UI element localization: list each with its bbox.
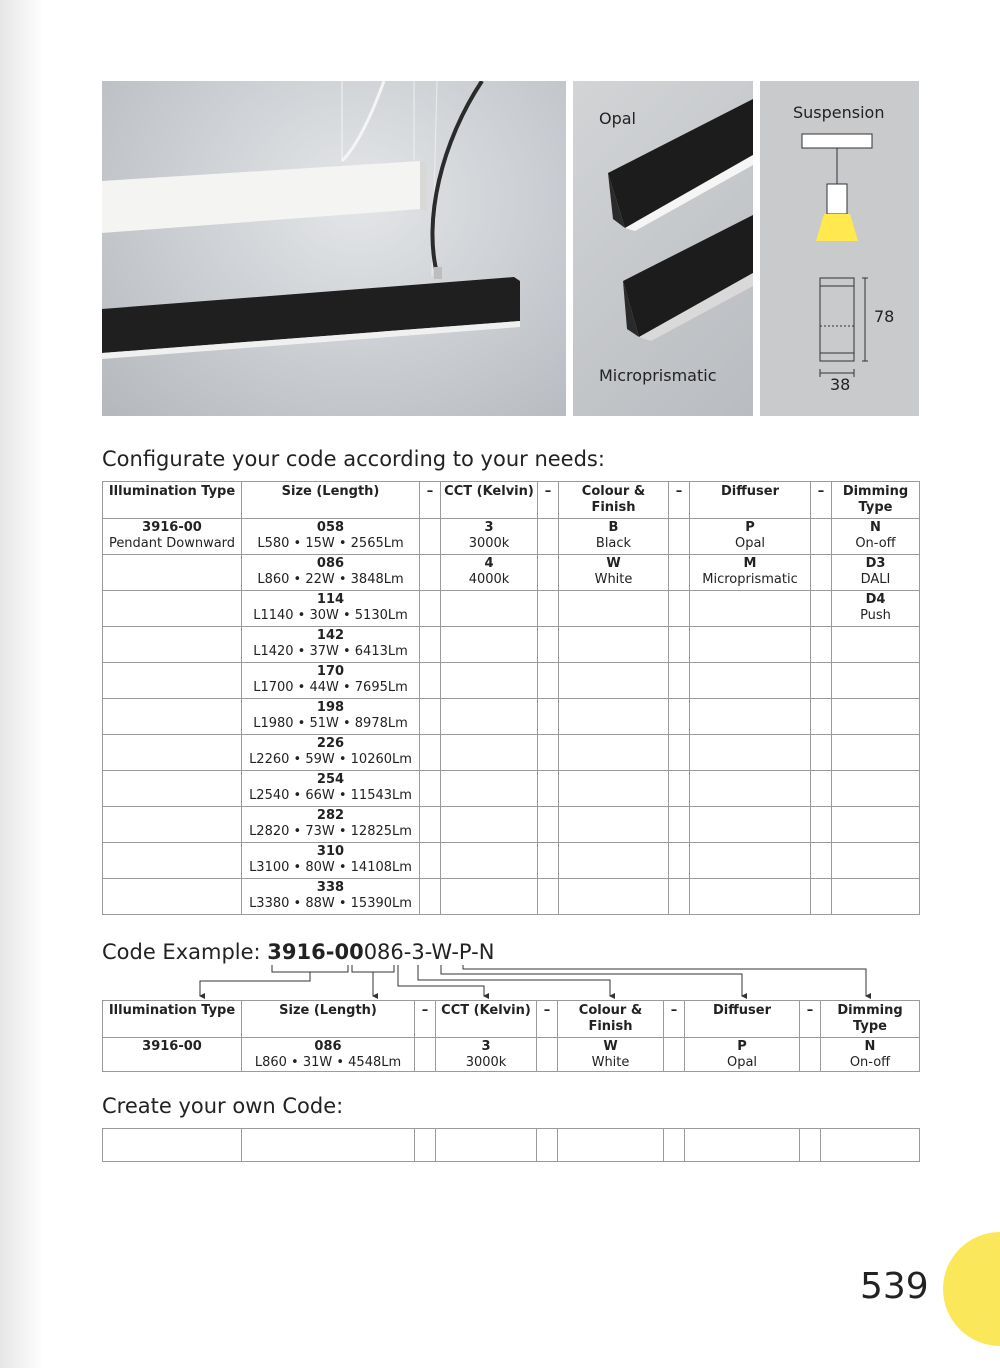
dimming-cell (832, 591, 920, 627)
size-cell (242, 699, 420, 735)
suspension-label: Suspension (793, 103, 885, 122)
size-cell-code: 338 (316, 880, 345, 895)
table-row (103, 879, 920, 915)
diffuser-header: Diffuser (685, 1001, 800, 1038)
dimming-type-header: Dimming Type (832, 482, 920, 519)
diffuser-cell (690, 699, 811, 735)
own-colour-cell[interactable] (558, 1129, 664, 1162)
size-cell (242, 555, 420, 591)
illumination-cell (103, 591, 242, 627)
product-photo (102, 81, 566, 416)
size-cell (242, 735, 420, 771)
separator-header: – (537, 1001, 558, 1038)
illumination-type-header: Illumination Type (103, 482, 242, 519)
colour-cell-description: Black (595, 536, 632, 551)
cct-cell-description: 3000k (468, 536, 510, 551)
separator-cell (811, 591, 832, 627)
create-own-code-table[interactable] (102, 1128, 920, 1162)
size-cell-description: L3380 • 88W • 15390Lm (249, 896, 412, 911)
diffuser-cell-description: Microprismatic (702, 572, 798, 587)
separator-cell (669, 807, 690, 843)
cct-cell (441, 843, 538, 879)
page-edge-shade (0, 0, 44, 1368)
separator-cell (420, 807, 441, 843)
separator-cell (811, 843, 832, 879)
cct-cell-code: 3 (484, 520, 494, 535)
separator-cell (664, 1038, 685, 1072)
size-cell-description: L860 • 22W • 3848Lm (257, 572, 404, 587)
colour-cell-code: W (603, 1039, 618, 1054)
table-row (103, 807, 920, 843)
diffuser-cell-description: Opal (726, 1055, 758, 1070)
dimming-cell (832, 843, 920, 879)
page-number-badge (943, 1232, 1000, 1346)
colour-cell (559, 699, 669, 735)
colour-cell (559, 735, 669, 771)
size-cell-description: L860 • 31W • 4548Lm (254, 1055, 402, 1070)
size-cell-description: L2260 • 59W • 10260Lm (249, 752, 412, 767)
dimming-cell (832, 519, 920, 555)
illumination-cell (103, 699, 242, 735)
size-cell-code: 086 (314, 1039, 342, 1054)
size-cell-code: 170 (316, 664, 345, 679)
separator-cell (669, 843, 690, 879)
colour-cell (559, 879, 669, 915)
cct-header: CCT (Kelvin) (441, 482, 538, 519)
diffuser-cell (690, 555, 811, 591)
cct-cell-code: 3 (481, 1039, 491, 1054)
table-row (103, 735, 920, 771)
separator-cell (415, 1038, 436, 1072)
size-cell-description: L1420 • 37W • 6413Lm (253, 644, 408, 659)
illumination-cell-code: 3916-00 (142, 1039, 202, 1054)
size-cell-description: L1700 • 44W • 7695Lm (253, 680, 408, 695)
size-cell-code: 142 (316, 628, 345, 643)
size-cell-code: 282 (316, 808, 345, 823)
separator-header: – (669, 482, 690, 519)
separator-cell (538, 807, 559, 843)
illumination-type-header: Illumination Type (103, 1001, 242, 1038)
separator-cell (537, 1038, 558, 1072)
separator-cell (420, 843, 441, 879)
dimming-cell-code: N (870, 520, 881, 535)
colour-cell (559, 519, 669, 555)
dimming-cell-code: N (864, 1039, 876, 1054)
suspension-diagram (760, 81, 919, 416)
diffuser-header: Diffuser (690, 482, 811, 519)
separator-cell (538, 555, 559, 591)
diffuser-cell (690, 771, 811, 807)
illumination-cell (103, 735, 242, 771)
own-separator-cell (537, 1129, 558, 1162)
table-row (103, 771, 920, 807)
separator-cell (420, 663, 441, 699)
dimming-cell (832, 555, 920, 591)
diffuser-cell-code: M (743, 556, 757, 571)
illumination-cell (103, 519, 242, 555)
separator-cell (669, 519, 690, 555)
diffuser-cell (690, 807, 811, 843)
table-row (103, 627, 920, 663)
colour-cell (559, 843, 669, 879)
diffuser-cell (690, 663, 811, 699)
size-cell-description: L2540 • 66W • 11543Lm (249, 788, 412, 803)
illumination-cell-description: Pendant Downward (108, 536, 236, 551)
cct-cell (441, 555, 538, 591)
page-number: 539 (860, 1266, 929, 1307)
separator-cell (800, 1038, 821, 1072)
separator-cell (669, 735, 690, 771)
size-cell (242, 807, 420, 843)
dimming-cell-description: DALI (860, 572, 891, 587)
pendant-lights-illustration (102, 81, 566, 416)
table-row (103, 843, 920, 879)
own-cct-cell[interactable] (436, 1129, 537, 1162)
table-row (103, 1038, 920, 1072)
colour-cell-code: B (608, 520, 619, 535)
size-cell-code: 198 (316, 700, 345, 715)
diffuser-cell (690, 843, 811, 879)
separator-cell (420, 735, 441, 771)
separator-cell (811, 807, 832, 843)
illumination-cell (103, 1038, 242, 1072)
size-cell-description: L3100 • 80W • 14108Lm (249, 860, 412, 875)
dimming-cell (832, 663, 920, 699)
illumination-cell (103, 879, 242, 915)
illumination-cell (103, 627, 242, 663)
separator-cell (538, 591, 559, 627)
colour-cell (559, 663, 669, 699)
dimming-cell-description: On-off (855, 536, 896, 551)
separator-cell (420, 771, 441, 807)
dimming-cell (832, 699, 920, 735)
code-example-bold-part: 3916-00 (267, 940, 364, 964)
header-row (103, 482, 920, 519)
diffuser-options-panel (573, 81, 753, 416)
dimming-cell-description: On-off (849, 1055, 891, 1070)
size-cell (242, 879, 420, 915)
illumination-cell (103, 663, 242, 699)
size-cell-code: 114 (316, 592, 345, 607)
separator-cell (538, 879, 559, 915)
table-row (103, 663, 920, 699)
own-separator-cell (415, 1129, 436, 1162)
diffuser-cell (690, 591, 811, 627)
diffuser-cell (690, 735, 811, 771)
separator-cell (669, 879, 690, 915)
separator-cell (811, 879, 832, 915)
cct-cell (441, 519, 538, 555)
size-cell-code: 226 (316, 736, 345, 751)
own-code-row[interactable] (103, 1129, 920, 1162)
illumination-cell (103, 807, 242, 843)
size-cell (242, 663, 420, 699)
dimming-cell (832, 807, 920, 843)
size-cell-code: 310 (316, 844, 345, 859)
dimming-cell (821, 1038, 920, 1072)
separator-header: – (811, 482, 832, 519)
own-separator-cell (664, 1129, 685, 1162)
cct-header: CCT (Kelvin) (436, 1001, 537, 1038)
colour-cell (559, 555, 669, 591)
microprismatic-label: Microprismatic (599, 366, 717, 385)
own-separator-cell (800, 1129, 821, 1162)
cct-cell (441, 771, 538, 807)
separator-cell (669, 699, 690, 735)
diffuser-cell-code: P (745, 520, 755, 535)
size-header: Size (Length) (242, 1001, 415, 1038)
own-illumination-cell[interactable] (103, 1129, 242, 1162)
dimming-cell (832, 771, 920, 807)
size-cell (242, 519, 420, 555)
width-dimension: 38 (830, 375, 851, 394)
illumination-cell-code: 3916-00 (142, 520, 202, 535)
cct-cell (441, 663, 538, 699)
diffuser-cell (690, 519, 811, 555)
separator-cell (811, 771, 832, 807)
size-cell (242, 591, 420, 627)
dimming-cell (832, 735, 920, 771)
colour-cell (559, 771, 669, 807)
code-example-label: Code Example: (102, 940, 268, 964)
create-own-heading: Create your own Code: (102, 1094, 344, 1118)
size-cell-code: 254 (316, 772, 345, 787)
colour-cell (559, 591, 669, 627)
cct-cell (441, 879, 538, 915)
size-cell (242, 1038, 415, 1072)
size-cell (242, 627, 420, 663)
header-row (103, 1001, 920, 1038)
separator-cell (538, 699, 559, 735)
separator-cell (420, 591, 441, 627)
colour-cell (559, 807, 669, 843)
separator-cell (420, 627, 441, 663)
table-row (103, 699, 920, 735)
size-cell-code: 086 (316, 556, 345, 571)
diffuser-cell-code: P (737, 1039, 747, 1054)
separator-cell (811, 663, 832, 699)
colour-cell-description: White (591, 1055, 630, 1070)
size-cell-description: L580 • 15W • 2565Lm (257, 536, 404, 551)
separator-cell (420, 555, 441, 591)
code-example (102, 940, 494, 964)
cct-cell-description: 4000k (468, 572, 510, 587)
separator-header: – (800, 1001, 821, 1038)
separator-cell (420, 699, 441, 735)
separator-cell (538, 771, 559, 807)
table-row (103, 519, 920, 555)
dimming-cell-code: D3 (865, 556, 886, 571)
illumination-cell (103, 771, 242, 807)
separator-header: – (415, 1001, 436, 1038)
separator-cell (669, 591, 690, 627)
separator-cell (811, 699, 832, 735)
cct-cell (441, 735, 538, 771)
code-example-rest: 086-3-W-P-N (363, 940, 495, 964)
separator-cell (669, 771, 690, 807)
cct-cell-code: 4 (484, 556, 494, 571)
separator-cell (811, 627, 832, 663)
separator-cell (420, 519, 441, 555)
size-cell-description: L2820 • 73W • 12825Lm (249, 824, 412, 839)
size-cell-code: 058 (316, 520, 345, 535)
separator-cell (811, 555, 832, 591)
dimming-cell-description: Push (860, 608, 891, 623)
size-cell-description: L1140 • 30W • 5130Lm (253, 608, 408, 623)
colour-finish-header: Colour & Finish (558, 1001, 664, 1038)
own-diffuser-cell[interactable] (685, 1129, 800, 1162)
diffuser-cell (690, 879, 811, 915)
code-example-table (102, 1000, 920, 1072)
separator-cell (538, 735, 559, 771)
size-cell (242, 843, 420, 879)
separator-cell (538, 843, 559, 879)
separator-cell (538, 519, 559, 555)
diffuser-cell (685, 1038, 800, 1072)
separator-cell (538, 663, 559, 699)
table-row (103, 555, 920, 591)
colour-cell-description: White (594, 572, 633, 587)
cct-cell-description: 3000k (465, 1055, 507, 1070)
diffuser-cell (690, 627, 811, 663)
colour-cell (558, 1038, 664, 1072)
size-header: Size (Length) (242, 482, 420, 519)
dimming-cell-code: D4 (865, 592, 886, 607)
table-row (103, 591, 920, 627)
size-cell-description: L1980 • 51W • 8978Lm (253, 716, 408, 731)
cct-cell (441, 807, 538, 843)
colour-cell-code: W (606, 556, 621, 571)
illumination-cell (103, 843, 242, 879)
cct-cell (441, 699, 538, 735)
own-size-cell[interactable] (242, 1129, 415, 1162)
colour-finish-header: Colour & Finish (559, 482, 669, 519)
dimming-cell (832, 627, 920, 663)
colour-cell (559, 627, 669, 663)
own-dimming-cell[interactable] (821, 1129, 920, 1162)
suspension-diagram-panel (760, 81, 919, 416)
configure-heading: Configurate your code according to your needs: (102, 447, 605, 471)
size-cell (242, 771, 420, 807)
illumination-cell (103, 555, 242, 591)
separator-cell (420, 879, 441, 915)
dimming-type-header: Dimming Type (821, 1001, 920, 1038)
separator-header: – (538, 482, 559, 519)
separator-cell (811, 519, 832, 555)
cct-cell (441, 591, 538, 627)
separator-cell (669, 627, 690, 663)
separator-header: – (420, 482, 441, 519)
configuration-table (102, 481, 920, 915)
diffuser-cell-description: Opal (734, 536, 766, 551)
height-dimension: 78 (874, 307, 895, 326)
separator-header: – (664, 1001, 685, 1038)
cct-cell (436, 1038, 537, 1072)
dimming-cell (832, 879, 920, 915)
separator-cell (538, 627, 559, 663)
opal-label: Opal (599, 109, 636, 128)
separator-cell (669, 555, 690, 591)
separator-cell (669, 663, 690, 699)
separator-cell (811, 735, 832, 771)
cct-cell (441, 627, 538, 663)
